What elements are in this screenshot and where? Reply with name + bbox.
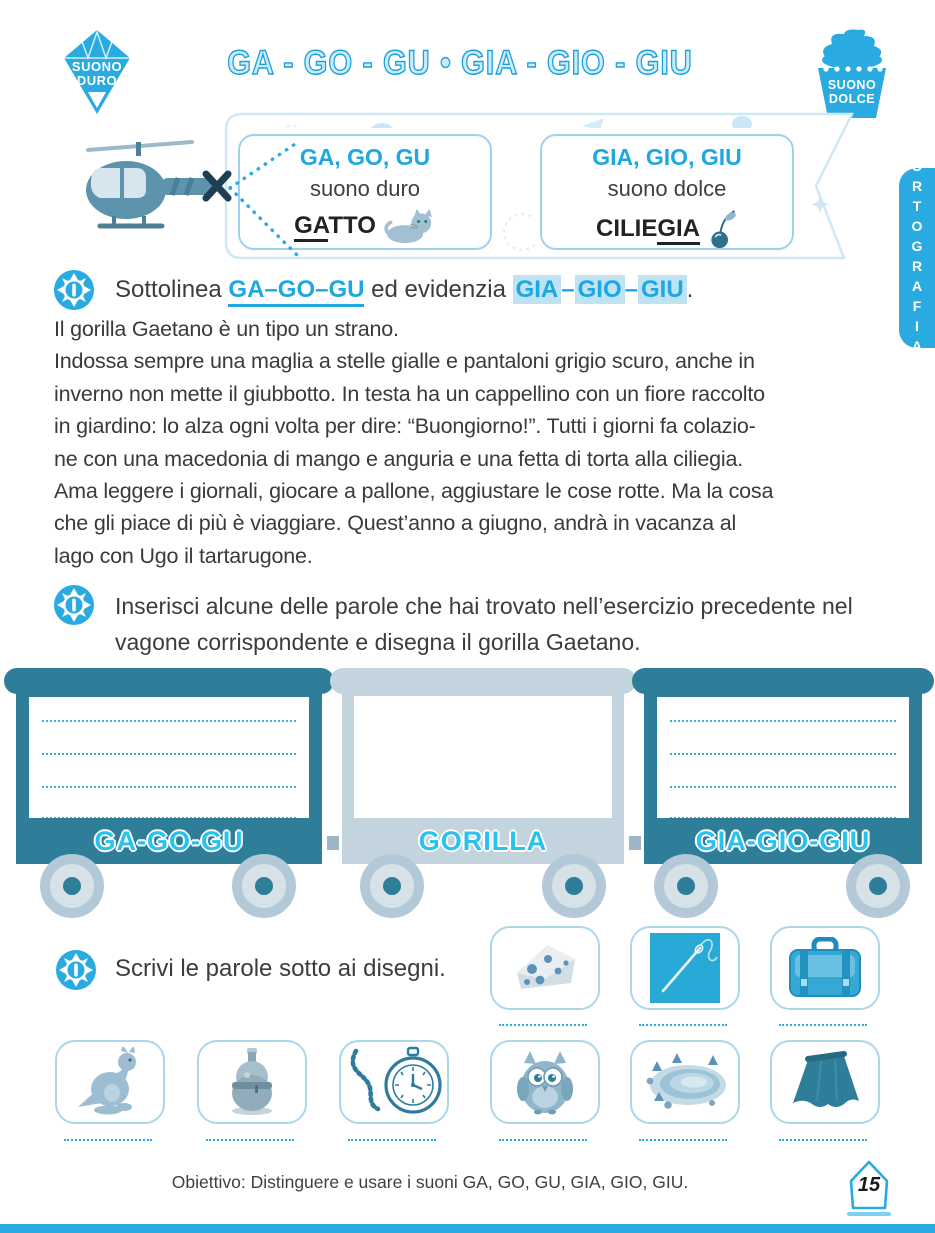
ice-cream-icon (806, 26, 898, 122)
sweet-sounds: GIA, GIO, GIU (592, 144, 742, 170)
wheel (40, 854, 104, 918)
wagon-ga-go-gu (8, 668, 330, 920)
cherry-icon (708, 208, 738, 250)
picture-card (630, 1040, 740, 1124)
hard-word-rest: TTO (328, 212, 376, 239)
wagon-gorilla (334, 668, 632, 920)
helicopter-icon (70, 128, 240, 240)
exercise3-instruction: Scrivi le parole sotto ai disegni. (115, 955, 446, 982)
ex1-mid: ed evidenzia (364, 276, 513, 303)
ex1-go: GO (277, 276, 316, 303)
answer-line[interactable] (348, 1139, 436, 1141)
owl-icon (510, 1049, 580, 1115)
pocket-watch-icon (346, 1045, 442, 1119)
picture-card (55, 1040, 165, 1124)
tab-ortografia[interactable] (899, 158, 935, 358)
ex1-giu: GIU (638, 275, 687, 304)
picture-card (490, 1040, 600, 1124)
answer-line[interactable] (639, 1139, 727, 1141)
answer-line[interactable] (206, 1139, 294, 1141)
answer-line[interactable] (499, 1024, 587, 1026)
answer-line[interactable] (670, 753, 896, 755)
sweet-word-underlined: GIA (657, 215, 700, 245)
exercise3-sun-icon (56, 950, 96, 990)
picture-card (197, 1040, 307, 1124)
picture-card (630, 926, 740, 1010)
answer-line[interactable] (42, 753, 296, 755)
story-line: Il gorilla Gaetano è un tipo un strano. (54, 317, 399, 341)
exercise2-instruction: Inserisci alcune delle parole che hai trovato nell’esercizio precedente nel vagone corrispondente e disegna il gorilla Gaetano. (115, 593, 853, 655)
answer-line[interactable] (670, 786, 896, 788)
wheel (654, 854, 718, 918)
cheese-icon (509, 939, 581, 997)
answer-line[interactable] (670, 720, 896, 722)
exercise1-sun-icon (54, 270, 94, 310)
answer-line[interactable] (639, 1024, 727, 1026)
answer-line[interactable] (64, 1139, 152, 1141)
wagon-gia-gio-giu (636, 668, 930, 920)
story-line: lago con Ugo il tartarugone. (54, 543, 313, 568)
needle-icon (650, 933, 720, 1003)
tow-lines (228, 140, 300, 260)
exercise1-instruction: Sottolinea GA–GO–GU ed evidenzia GIA – GIO – GIU . (115, 276, 693, 304)
badge-sweet-line2: DOLCE (828, 92, 876, 106)
sweet-example-word (542, 208, 792, 250)
wagon-label: GORILLA (418, 825, 548, 856)
wagon-label: GA-GO-GU (94, 825, 244, 856)
ex1-gia: GIA (513, 275, 562, 304)
demijohn-icon (222, 1047, 282, 1117)
picture-card (339, 1040, 449, 1124)
story-line: Ama leggere i giornali, giocare a pallone, aggiustare le cose rotte. Ma la cosa (54, 479, 774, 504)
story-line: ne con una macedonia di mango e anguria e una fetta di torta alla ciliegia. (54, 446, 743, 471)
badge-hard-line1: SUONO (71, 59, 123, 74)
answer-line[interactable] (499, 1139, 587, 1141)
bottom-accent-bar (0, 1224, 935, 1233)
story-text (54, 313, 894, 572)
tab-ortografia-label: ORTOGRAFIA (909, 158, 925, 358)
story-line: inverno non mette il giubbotto. In testa ha un cappellino con un fiore raccolto (54, 381, 765, 406)
story-line: che gli piace di più è viaggiare. Quest’anno a giugno, andrà in vacanza al (54, 511, 737, 536)
lake-icon (642, 1051, 728, 1113)
answer-line[interactable] (779, 1024, 867, 1026)
story-line: in giardino: lo alza ogni volta per dire: “Buongiorno!”. Tutti i giorni fa colazio- (54, 414, 756, 439)
objective-text: Obiettivo: Distinguere e usare i suoni GA, GO, GU, GIA, GIO, GIU. (171, 1172, 689, 1192)
sweet-word-start: CILIE (595, 215, 658, 242)
sweet-sound-badge (806, 26, 898, 122)
badge-hard-line2: DURO (76, 73, 118, 88)
ex1-ga: GA (228, 276, 265, 303)
page-number-house (840, 1156, 898, 1218)
page-title: GA - GO - GU • GIA - GIO - GIU (227, 44, 693, 82)
wheel (846, 854, 910, 918)
picture-card (490, 926, 600, 1010)
hard-sound-badge (52, 26, 142, 118)
rule-banner (222, 112, 862, 260)
exercise2-sun-icon (54, 585, 94, 625)
answer-line[interactable] (779, 1139, 867, 1141)
hard-kind: suono duro (309, 176, 421, 201)
sweet-kind: suono dolce (607, 176, 727, 201)
ex1-gu: GU (328, 276, 365, 303)
picture-card (770, 926, 880, 1010)
page-number: 15 (857, 1174, 881, 1196)
wheel (232, 854, 296, 918)
picture-card (770, 1040, 880, 1124)
hard-sounds: GA, GO, GU (299, 144, 431, 170)
suitcase-icon (785, 937, 865, 999)
wheel (542, 854, 606, 918)
hard-word-underlined: GA (294, 212, 328, 242)
skirt-icon (785, 1047, 865, 1117)
story-line: Indossa sempre una maglia a stelle gialle e pantaloni grigio scuro, anche in (54, 349, 755, 374)
ex1-gio: GIO (575, 275, 625, 304)
ex1-lead: Sottolinea (115, 276, 229, 303)
wagon-label: GIA-GIO-GIU (695, 825, 871, 856)
rule-box-sweet (540, 134, 794, 250)
cat-icon (384, 208, 436, 244)
answer-line[interactable] (42, 786, 296, 788)
badge-sweet-line1: SUONO (827, 78, 877, 92)
ex1-underlined-group: GA–GO–GU (228, 276, 364, 307)
wheel (360, 854, 424, 918)
kangaroo-icon (72, 1047, 148, 1117)
answer-line[interactable] (42, 720, 296, 722)
